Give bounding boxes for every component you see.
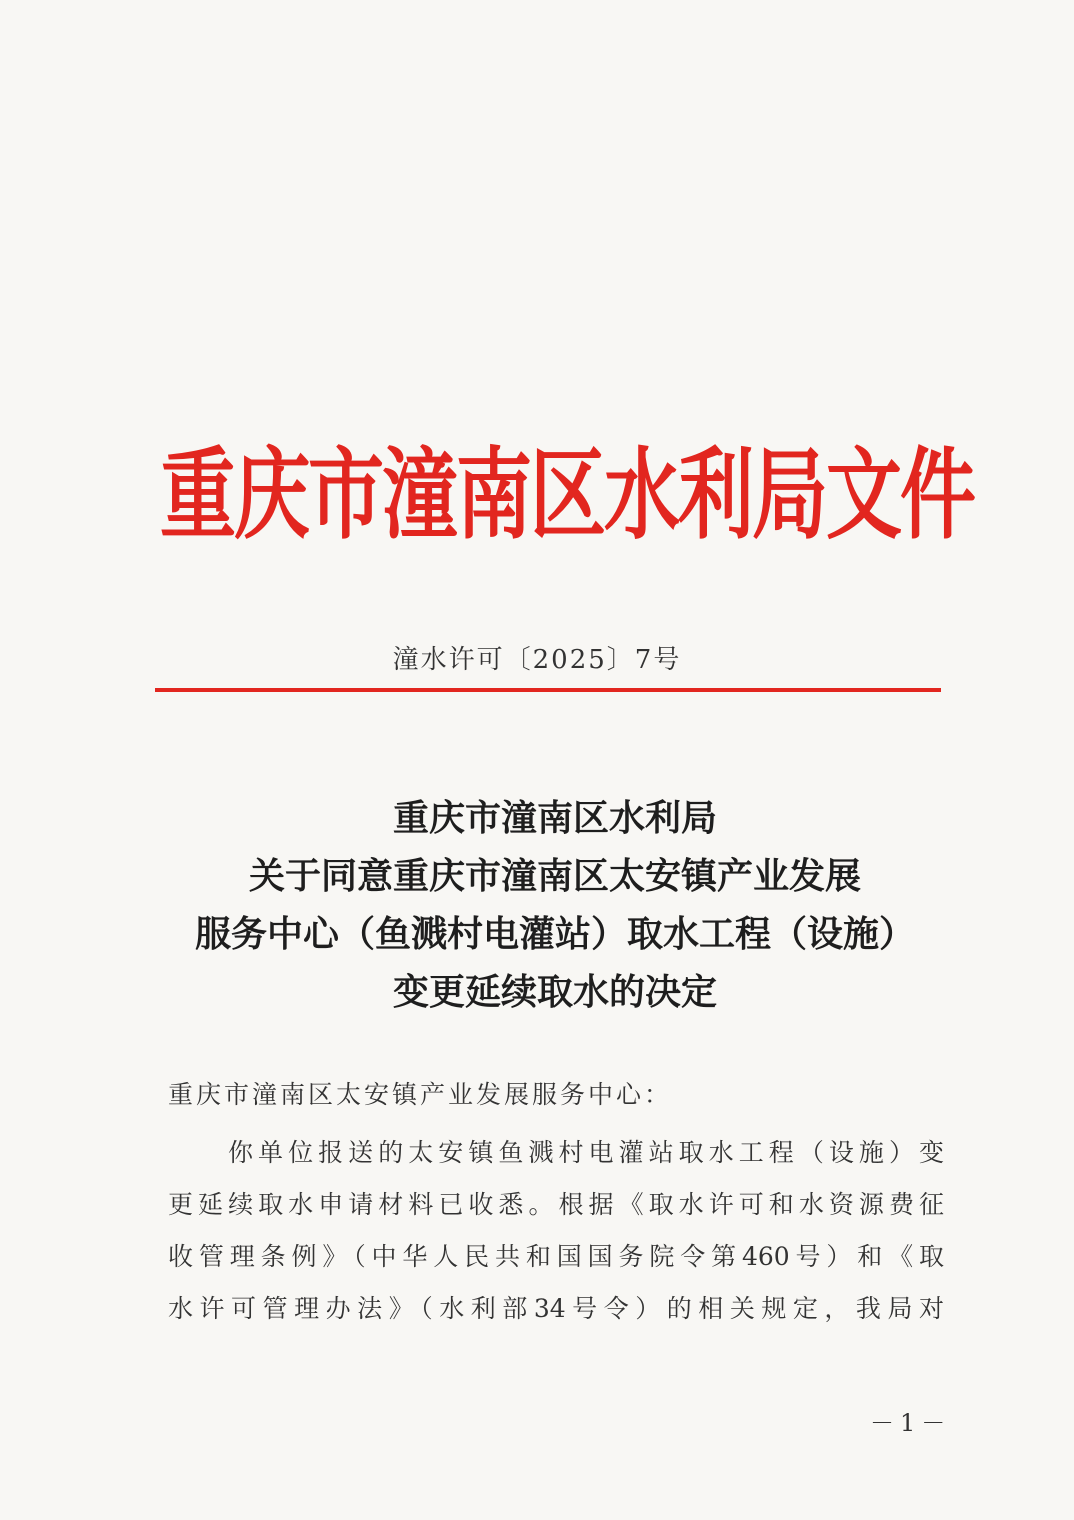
title-line: 变更延续取水的决定 [392,972,717,1013]
body-line: 你单位报送的太安镇鱼溅村电灌站取水工程（设施）变 [228,1138,944,1167]
red-divider-line [155,688,941,692]
title-line: 服务中心（鱼溅村电灌站）取水工程（设施） [194,914,915,955]
salutation: 重庆市潼南区太安镇产业发展服务中心： [168,1080,673,1109]
body-line: 更延续取水申请材料已收悉。根据《取水许可和水资源费征 [168,1190,944,1219]
issuing-authority-header: 重庆市潼南区水利局文件 [160,436,974,553]
title-line: 重庆市潼南区水利局 [392,798,717,839]
title-line: 关于同意重庆市潼南区太安镇产业发展 [248,856,861,897]
document-title [140,790,970,1022]
document-number: 潼水许可〔2025〕7号 [392,645,682,675]
body-paragraph [168,1127,944,1335]
body-line: 水许可管理办法》（水利部34号令）的相关规定，我局对 [168,1294,944,1323]
body-line: 收管理条例》（中华人民共和国国务院令第460号）和《取 [168,1242,944,1271]
page-number: －1－ [870,1409,952,1437]
